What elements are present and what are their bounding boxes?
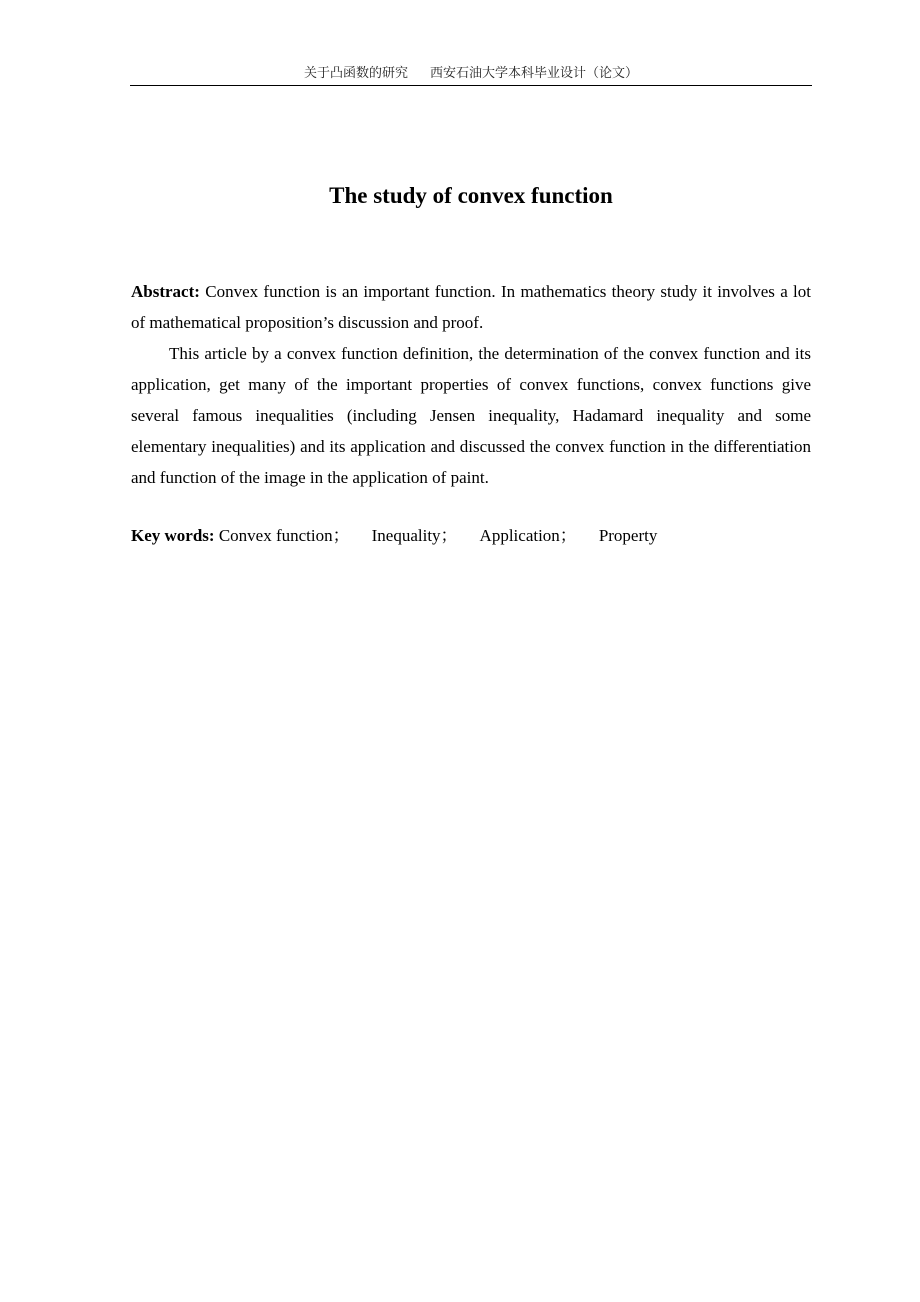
keyword-item: Convex function；: [218, 526, 350, 545]
header-thesis-topic: 关于凸函数的研究: [303, 66, 408, 81]
keyword-item: Property: [598, 526, 658, 545]
keyword-item: Inequality；: [371, 526, 458, 545]
keywords-label: Key words:: [131, 526, 215, 545]
header-rule: [130, 85, 812, 86]
keywords-line: [131, 522, 811, 550]
abstract-section: [131, 276, 811, 493]
abstract-paragraph-1: [131, 276, 811, 338]
abstract-paragraph-2: This article by a convex function definition, the determination of the convex function and its application, get many of the important properties of convex functions, convex functions give several famous inequalities (including Jensen inequality, Hadamard inequality and some elementary inequalities) and its application and discussed the convex function in the differentiation and function of the image in the application of paint.: [131, 344, 811, 487]
abstract-paragraph-1-text: Convex function is an important function. In mathematics theory study it involves a lot of mathematical proposition’s discussion and proof.: [131, 282, 812, 332]
header-university-label: 西安石油大学本科毕业设计（论文）: [430, 66, 639, 81]
paper-title: The study of convex function: [329, 183, 613, 208]
keyword-item: Application；: [479, 526, 577, 545]
abstract-label: Abstract:: [131, 282, 200, 301]
running-header: [130, 66, 812, 82]
